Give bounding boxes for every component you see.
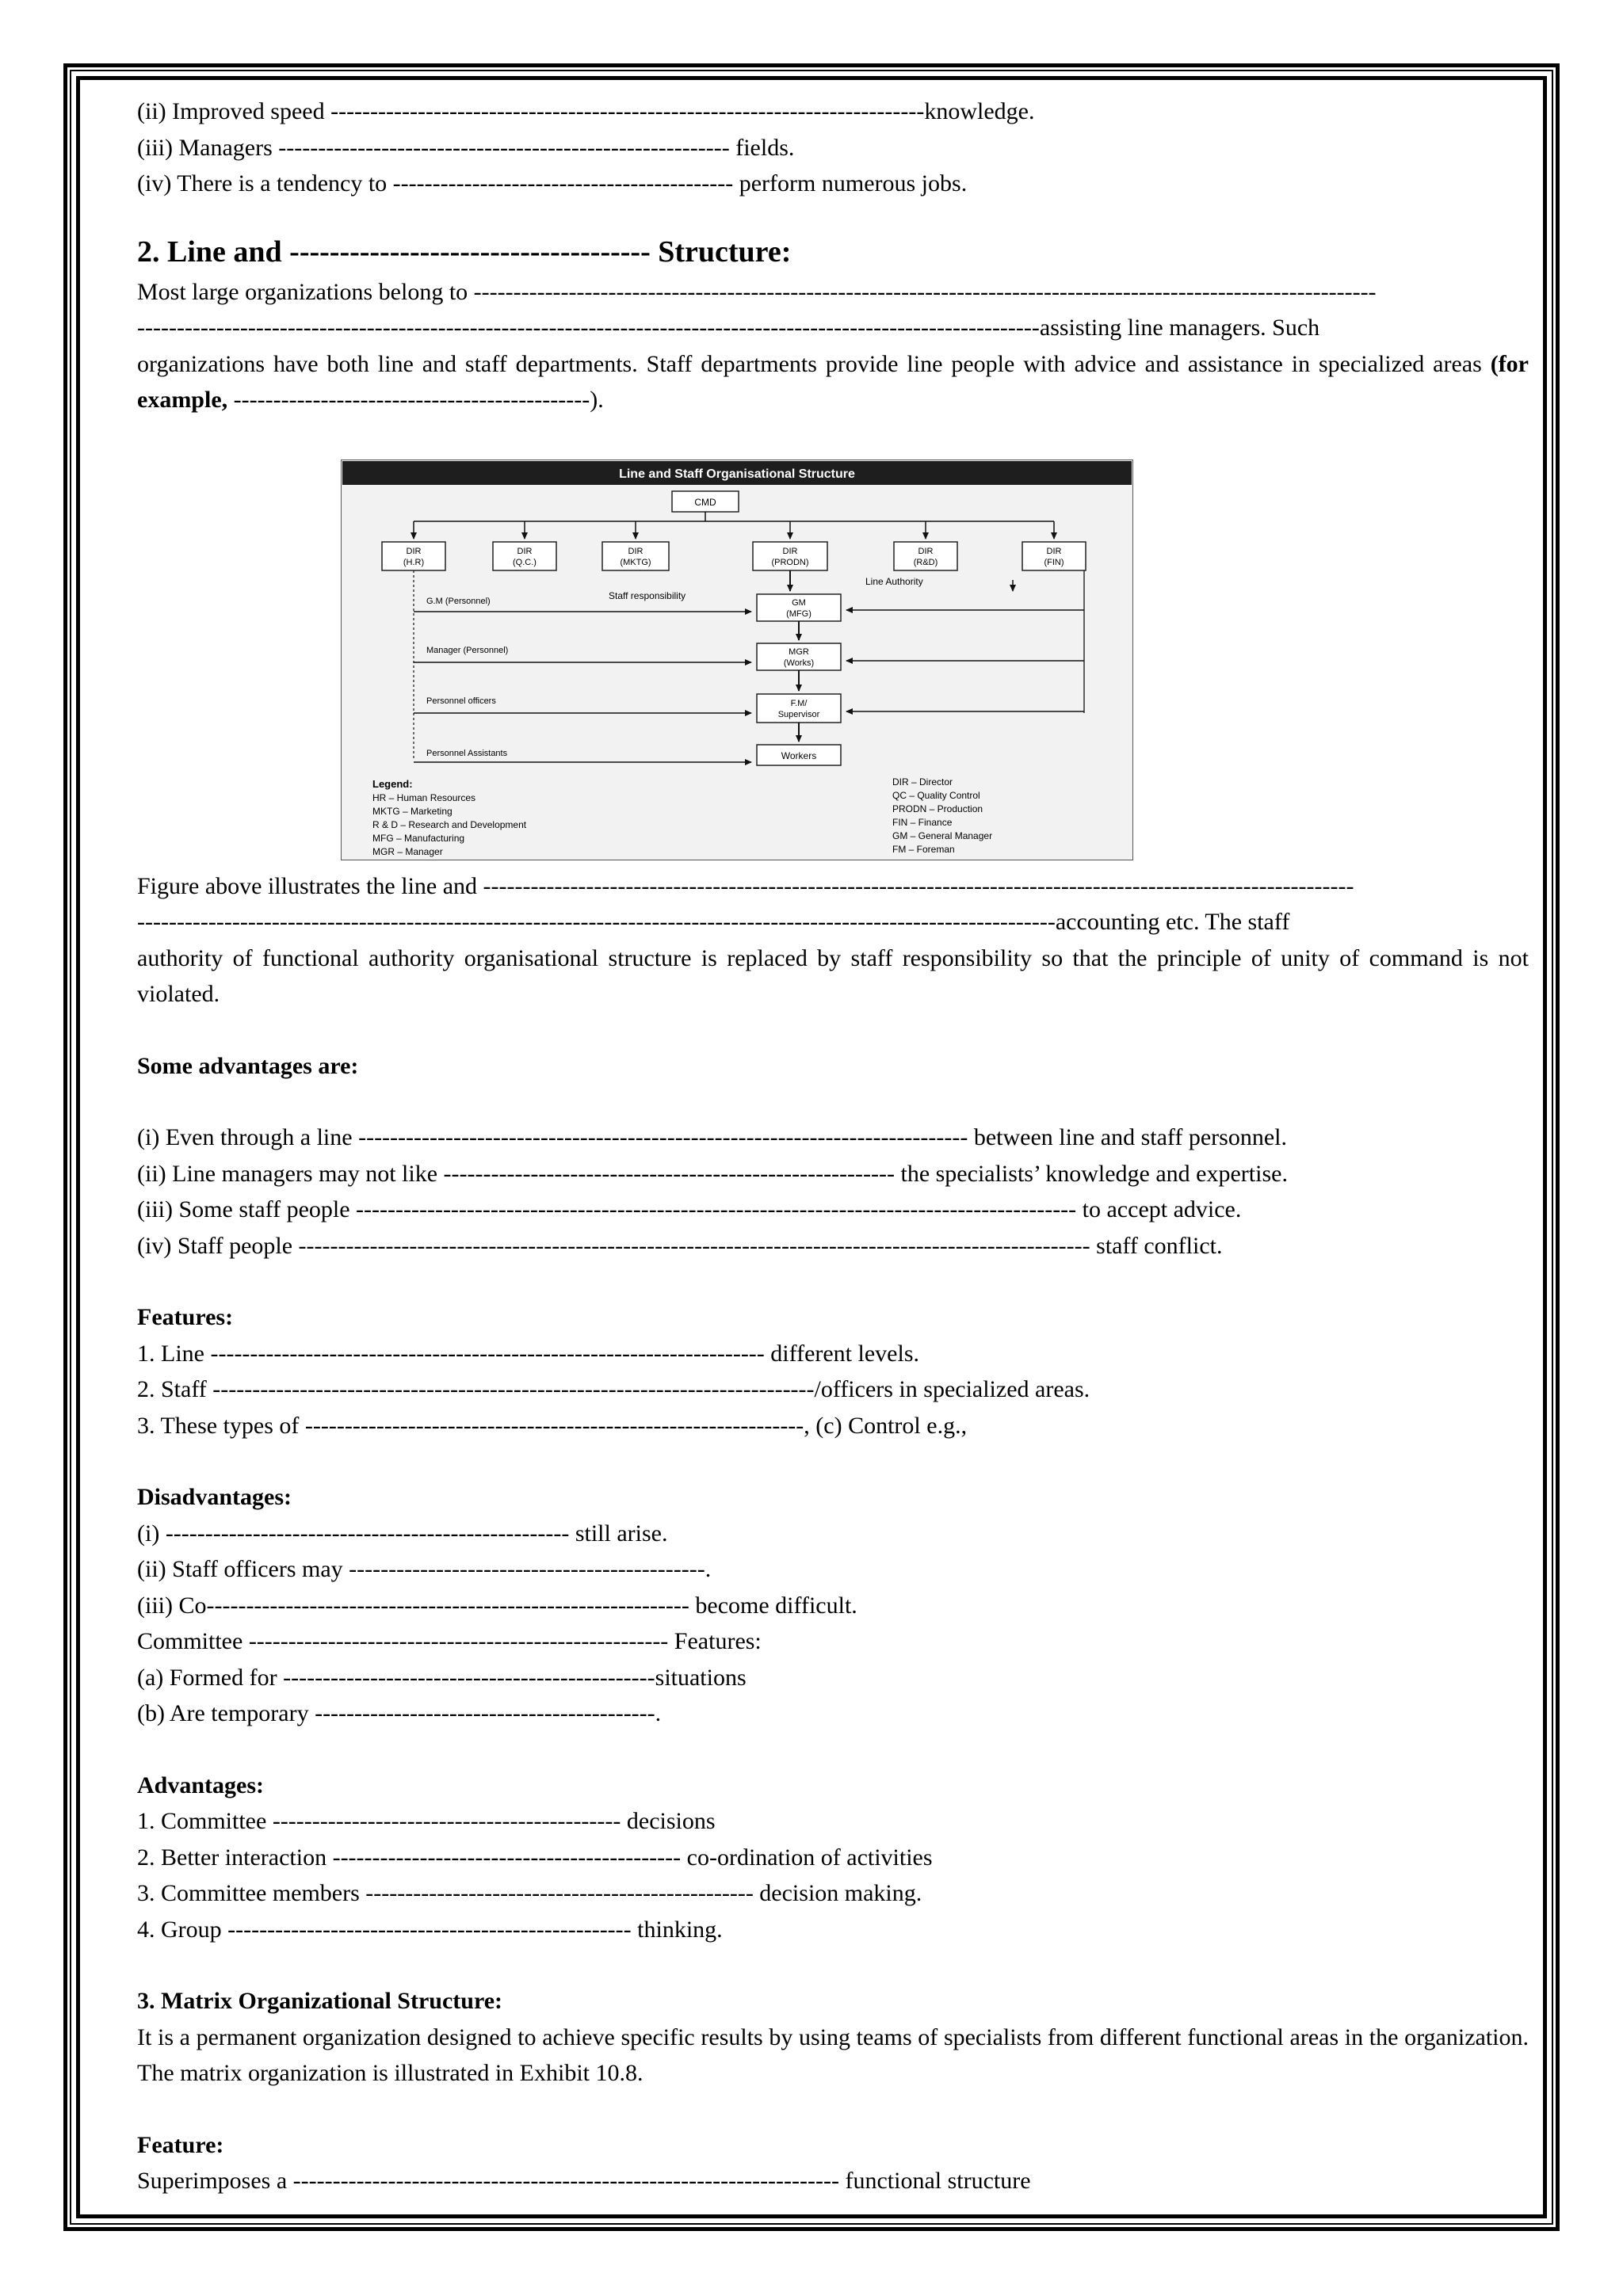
- svg-text:(Q.C.): (Q.C.): [513, 557, 537, 567]
- legend-left-2: MKTG – Marketing: [372, 805, 453, 817]
- figure-caption-line-2: --------------------------------------------------------------------------------------------------------------------accounting etc. The staff: [137, 909, 1290, 935]
- staff-role-assistants: Personnel Assistants: [426, 748, 508, 758]
- staff-role-manager: Manager (Personnel): [426, 645, 509, 655]
- section-3-paragraph: It is a permanent organization designed to achieve specific results by using teams of specialists from different functional areas in the organization. The matrix organization is illustrated in Exhibit 10.8.: [137, 2023, 1529, 2086]
- legend-left-1: HR – Human Resources: [372, 791, 476, 803]
- intro-line-1: (ii) Improved speed ---------------------------------------------------------------------------knowledge.: [137, 98, 1035, 124]
- disadvantage-item: (a) Formed for -----------------------------------------------situations: [137, 1664, 747, 1691]
- svg-text:Supervisor: Supervisor: [777, 709, 820, 719]
- legend-right-5: GM – General Manager: [892, 830, 993, 841]
- staff-role-officers: Personnel officers: [426, 696, 496, 706]
- disadvantage-item: Committee ----------------------------------------------------- Features:: [137, 1628, 762, 1654]
- advantage2-item: 4. Group --------------------------------------------------- thinking.: [137, 1916, 723, 1943]
- svg-text:(H.R): (H.R): [403, 557, 425, 567]
- advantage-item: (iii) Some staff people ------------------------------------------------------------------------------------------- to accept advice.: [137, 1196, 1242, 1222]
- svg-text:(MKTG): (MKTG): [620, 557, 651, 567]
- director-qc: [493, 542, 556, 570]
- svg-text:MGR: MGR: [789, 646, 809, 657]
- disadvantage-item: (ii) Staff officers may ---------------------------------------------.: [137, 1556, 712, 1582]
- intro-line-2: (iii) Managers --------------------------------------------------------- fields.: [137, 134, 795, 161]
- feature-item: 2. Staff ----------------------------------------------------------------------------/officers in specialized areas.: [137, 1376, 1090, 1402]
- legend-right-6: FM – Foreman: [892, 843, 955, 855]
- advantage-item: (i) Even through a line ----------------------------------------------------------------------------- between line and staff personnel.: [137, 1124, 1287, 1150]
- section-2-text: organizations have both line and staff departments. Staff departments provide line people with advice and assistance in specialized areas: [137, 350, 1491, 377]
- svg-text:(FIN): (FIN): [1044, 557, 1064, 567]
- disadvantages-heading: Disadvantages:: [137, 1484, 292, 1510]
- section-2-line-2: ------------------------------------------------------------------------------------------------------------------assisting line managers. Such: [137, 315, 1320, 341]
- advantages-heading: Some advantages are:: [137, 1052, 359, 1079]
- legend-left-4: MFG – Manufacturing: [372, 832, 465, 844]
- fm-supervisor-box: [757, 694, 841, 723]
- cmd-label: CMD: [694, 496, 716, 508]
- disadvantage-item: (b) Are temporary -------------------------------------------.: [137, 1700, 662, 1726]
- section-2-line-1: Most large organizations belong to ------------------------------------------------------------------------------------------------------------------: [137, 278, 1377, 305]
- director-prodn: [753, 542, 827, 570]
- svg-text:DIR: DIR: [628, 546, 643, 556]
- document-body: [137, 93, 1529, 2199]
- mgr-works-box: [757, 643, 841, 670]
- feature-line: Superimposes a --------------------------------------------------------------------- functional structure: [137, 2168, 1031, 2194]
- section-3-heading: 3. Matrix Organizational Structure:: [137, 1988, 503, 2014]
- figure-caption-line-1: Figure above illustrates the line and --------------------------------------------------------------------------------------------------------------: [137, 872, 1354, 899]
- director-hr: [382, 542, 445, 570]
- svg-text:Workers: Workers: [781, 749, 817, 761]
- staff-responsibility-label: Staff responsibility: [609, 589, 686, 601]
- svg-text:DIR: DIR: [782, 546, 798, 556]
- section-2-paragraph: [137, 346, 1529, 418]
- svg-text:(R&D): (R&D): [913, 557, 938, 567]
- director-mktg: [602, 542, 669, 570]
- svg-text:DIR: DIR: [1046, 546, 1062, 556]
- figure-caption-rest: authority of functional authority organisational structure is replaced by staff responsibility so that the principle of unity of command is not violated.: [137, 944, 1529, 1007]
- advantages2-heading: Advantages:: [137, 1772, 265, 1798]
- features-heading: Features:: [137, 1304, 234, 1330]
- line-authority-label: Line Authority: [865, 575, 923, 587]
- advantage2-item: 2. Better interaction -------------------------------------------- co-ordination of activities: [137, 1844, 933, 1871]
- director-fin: [1022, 542, 1086, 570]
- section-2-heading: 2. Line and ------------------------------------ Structure:: [137, 235, 792, 269]
- workers-box: [757, 745, 841, 765]
- feature-heading: Feature:: [137, 2131, 224, 2158]
- gm-mfg-box: [757, 594, 841, 621]
- staff-role-gm: G.M (Personnel): [426, 596, 491, 606]
- legend-left-5: MGR – Manager: [372, 845, 443, 857]
- feature-item: 3. These types of ---------------------------------------------------------------, (c) Control e.g.,: [137, 1412, 968, 1439]
- legend-right-3: PRODN – Production: [892, 803, 983, 814]
- legend-left-3: R & D – Research and Development: [372, 818, 527, 830]
- advantage-item: (ii) Line managers may not like --------------------------------------------------------- the specialists’ knowledge and expertise.: [137, 1160, 1288, 1187]
- director-rnd: [894, 542, 957, 570]
- feature-item: 1. Line ---------------------------------------------------------------------- different levels.: [137, 1340, 919, 1367]
- svg-text:DIR: DIR: [517, 546, 533, 556]
- advantage2-item: 1. Committee -------------------------------------------- decisions: [137, 1808, 716, 1834]
- svg-text:DIR: DIR: [406, 546, 422, 556]
- svg-text:F.M/: F.M/: [790, 698, 808, 708]
- svg-text:DIR: DIR: [918, 546, 934, 556]
- line-staff-org-chart: [341, 460, 1133, 860]
- legend-right-1: DIR – Director: [892, 776, 953, 788]
- svg-text:(PRODN): (PRODN): [771, 557, 809, 567]
- disadvantage-item: (i) --------------------------------------------------- still arise.: [137, 1520, 668, 1547]
- svg-text:(Works): (Works): [783, 658, 815, 668]
- section-2-bold-example: (for example,: [137, 350, 1529, 413]
- section-2-text-end: ---------------------------------------------).: [233, 387, 604, 413]
- intro-line-3: (iv) There is a tendency to ------------------------------------------- perform numerous jobs.: [137, 170, 968, 196]
- svg-text:GM: GM: [792, 597, 806, 608]
- legend-right-4: FIN – Finance: [892, 816, 953, 828]
- legend-right-2: QC – Quality Control: [892, 789, 980, 801]
- disadvantage-item: (iii) Co------------------------------------------------------------- become difficult.: [137, 1592, 857, 1619]
- legend-title: Legend:: [372, 777, 413, 790]
- advantage-item: (iv) Staff people ---------------------------------------------------------------------------------------------------- staff conflict.: [137, 1232, 1223, 1259]
- advantage2-item: 3. Committee members ------------------------------------------------- decision making.: [137, 1880, 922, 1906]
- svg-text:(MFG): (MFG): [786, 608, 812, 619]
- chart-title: Line and Staff Organisational Structure: [619, 467, 855, 481]
